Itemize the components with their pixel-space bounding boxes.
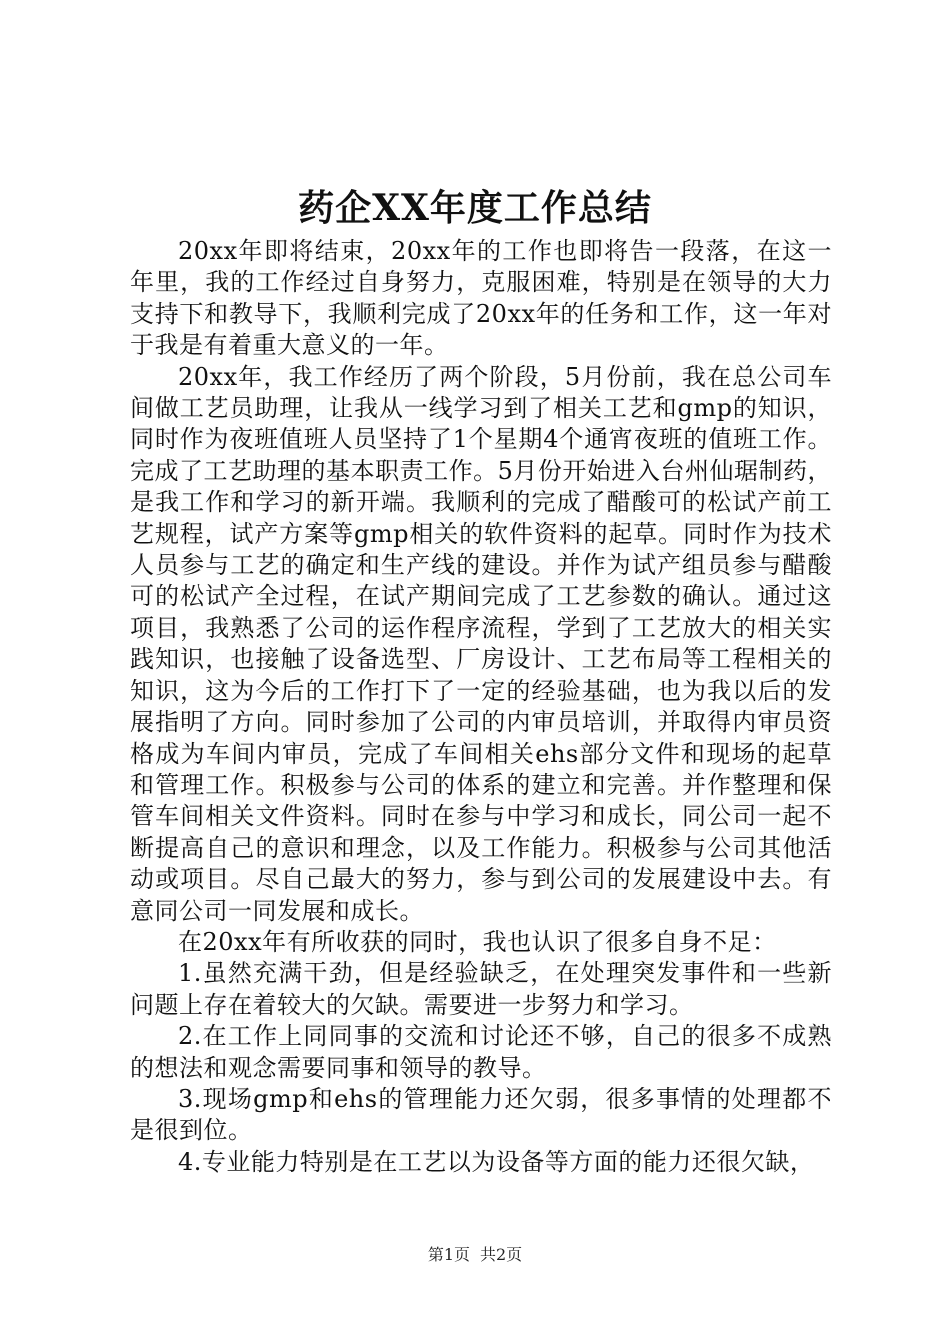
document-title: 药企XX年度工作总结 (298, 187, 652, 229)
list-item: 1.虽然充满干劲，但是经验缺乏，在处理突发事件和一些新问题上存在着较大的欠缺。需要进一步努力和学习。 (130, 959, 832, 1019)
list-item: 4.专业能力特别是在工艺以为设备等方面的能力还很欠缺， (178, 1147, 815, 1176)
paragraph: 20xx年，我工作经历了两个阶段，5月份前，我在总公司车间做工艺员助理，让我从一线学习到了相关工艺和gmp的知识，同时作为夜班值班人员坚持了1个星期4个通宵夜班的值班工作。完成了工艺助理的基本职责工作。5月份开始进入台州仙琚制药，是我工作和学习的新开端。我顺利的完成了醋酸可的松试产前工艺规程，试产方案等gmp相关的软件资料的起草。同时作为技术人员参与工艺的确定和生产线的建设。并作为试产组员参与醋酸可的松试产全过程，在试产期间完成了工艺参数的确认。通过这项目，我熟悉了公司的运作程序流程，学到了工艺放大的相关实践知识，也接触了设备选型、厂房设计、工艺布局等工程相关的知识，这为今后的工作打下了一定的经验基础，也为我以后的发展指明了方向。同时参加了公司的内审员培训，并取得内审员资格成为车间内审员，完成了车间相关ehs部分文件和现场的起草和管理工作。积极参与公司的体系的建立和完善。并作整理和保管车间相关文件资料。同时在参与中学习和成长，同公司一起不断提高自己的意识和理念，以及工作能力。积极参与公司其他活动或项目。尽自己最大的努力，参与到公司的发展建设中去。有意同公司一同发展和成长。 (130, 362, 832, 925)
paragraph: 20xx年即将结束，20xx年的工作也即将告一段落，在这一年里，我的工作经过自身努力，克服困难，特别是在领导的大力支持下和教导下，我顺利完成了20xx年的任务和工作，这一年对于我是有着重大意义的一年。 (130, 237, 832, 360)
page-footer (0, 1244, 950, 1266)
page-number: 第1页 (427, 1245, 470, 1264)
page-total: 共2页 (480, 1245, 523, 1264)
paragraph: 在20xx年有所收获的同时，我也认识了很多自身不足： (178, 927, 777, 956)
list-item: 3.现场gmp和ehs的管理能力还欠弱，很多事情的处理都不是很到位。 (130, 1084, 832, 1145)
document-body (130, 236, 832, 1178)
list-item: 2.在工作上同同事的交流和讨论还不够，自己的很多不成熟的想法和观念需要同事和领导的教导。 (130, 1022, 832, 1082)
